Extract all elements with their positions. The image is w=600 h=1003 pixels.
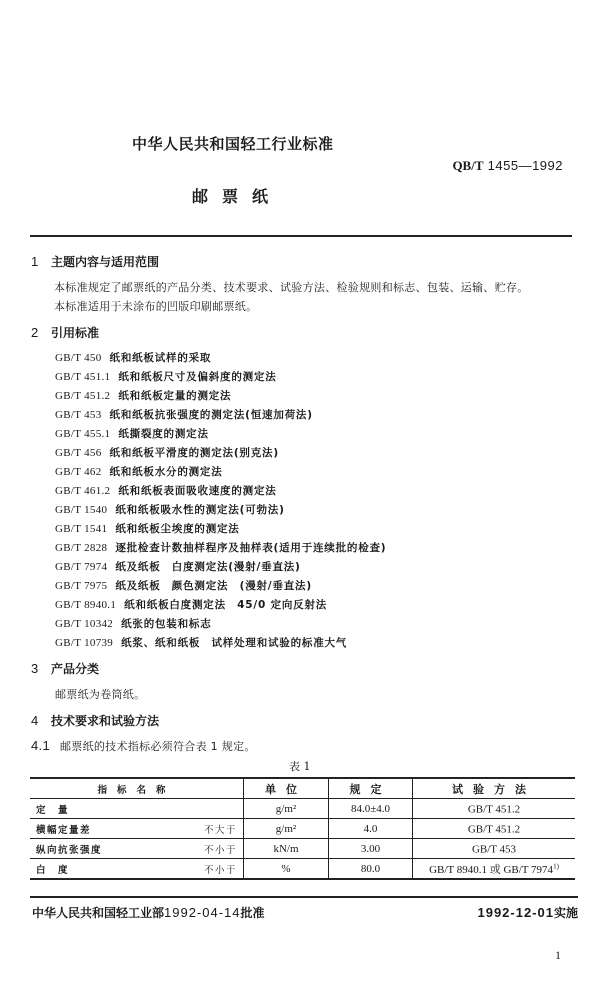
- section-title: 技术要求和试验方法: [51, 714, 160, 728]
- reference-code: GB/T 455.1: [55, 428, 111, 440]
- section-number: 1: [31, 254, 39, 269]
- cell-requirement: 80.0: [329, 859, 413, 880]
- reference-desc: 逐批检查计数抽样程序及抽样表(适用于连续批的检查): [115, 542, 387, 554]
- reference-code: GB/T 7974: [55, 561, 108, 573]
- footer-divider: [30, 896, 578, 898]
- cell-method: [413, 819, 576, 839]
- reference-code: GB/T 1540: [55, 504, 108, 516]
- reference-item: [55, 635, 347, 650]
- table-row: [30, 839, 575, 859]
- indicator-name: 横幅定量差: [36, 824, 92, 836]
- indicator-name: 白 度: [36, 864, 70, 876]
- reference-desc: 纸浆、纸和纸板 试样处理和试验的标准大气: [121, 637, 348, 649]
- reference-desc: 纸和纸板平滑度的测定法(别克法): [109, 447, 279, 459]
- reference-code: GB/T 461.2: [55, 485, 111, 497]
- indicator-limit: 不大于: [203, 824, 237, 836]
- effective-suffix: 实施: [553, 906, 578, 920]
- header-divider: [30, 235, 572, 237]
- approval-date: 1992-04-14: [164, 905, 241, 920]
- section-1-heading: [31, 253, 159, 270]
- reference-code: GB/T 8940.1: [55, 599, 117, 611]
- reference-desc: 纸撕裂度的测定法: [118, 428, 209, 440]
- table-row: [30, 859, 575, 880]
- method-text: GB/T 451.2: [467, 823, 521, 836]
- section-number: 4: [31, 713, 39, 728]
- cell-method: [413, 799, 576, 819]
- section-number: 3: [31, 661, 39, 676]
- cell-requirement: 84.0±4.0: [329, 799, 413, 819]
- cell-unit: kN/m: [244, 839, 329, 859]
- table-row: [30, 799, 575, 819]
- indicator-name: 定 量: [36, 804, 70, 816]
- reference-code: GB/T 456: [55, 447, 102, 459]
- section-1-paragraph-1: 本标准规定了邮票纸的产品分类、技术要求、试验方法、检验规则和标志、包装、运输、贮存。: [54, 281, 529, 294]
- reference-item: [55, 407, 313, 422]
- reference-item: [55, 559, 301, 574]
- reference-desc: 纸和纸板吸水性的测定法(可勃法): [115, 504, 285, 516]
- section-3-heading: [31, 660, 99, 677]
- method-text: GB/T 453: [471, 843, 517, 856]
- reference-item: [55, 464, 223, 479]
- reference-code: GB/T 462: [55, 466, 102, 478]
- reference-desc: 纸和纸板尺寸及偏斜度的测定法: [118, 371, 277, 383]
- section-1-paragraph-2: 本标准适用于未涂布的凹版印刷邮票纸。: [54, 300, 258, 313]
- cell-unit: %: [244, 859, 329, 880]
- reference-code: GB/T 453: [55, 409, 102, 421]
- method-text: GB/T 451.2: [467, 803, 521, 816]
- approval-org: 中华人民共和国轻工业部: [32, 906, 165, 920]
- cell-requirement: 4.0: [329, 819, 413, 839]
- reference-code: GB/T 10342: [55, 618, 114, 630]
- reference-item: [55, 540, 386, 555]
- cell-name: [30, 799, 244, 819]
- section-number: 2: [31, 325, 39, 340]
- approval-suffix: 批准: [240, 906, 265, 920]
- section-2-heading: [31, 324, 99, 341]
- standard-code: [452, 158, 563, 174]
- section-3-paragraph-1: 邮票纸为卷筒纸。: [55, 688, 146, 701]
- cell-unit: g/m²: [244, 819, 329, 839]
- reference-code: GB/T 451.2: [55, 390, 111, 402]
- reference-desc: 纸和纸板白度测定法 45/0 定向反射法: [124, 599, 328, 611]
- reference-desc: 纸和纸板尘埃度的测定法: [115, 523, 240, 535]
- reference-code: GB/T 450: [55, 352, 102, 364]
- header-test-method: 试验方法: [413, 778, 576, 799]
- reference-item: [55, 369, 277, 384]
- cell-method: [413, 839, 576, 859]
- section-title: 产品分类: [51, 662, 100, 676]
- document-title: 邮票纸: [192, 187, 283, 206]
- reference-item: [55, 445, 279, 460]
- reference-code: GB/T 1541: [55, 523, 108, 535]
- indicator-limit: 不小于: [203, 864, 237, 876]
- reference-desc: 纸和纸板表面吸收速度的测定法: [118, 485, 277, 497]
- reference-desc: 纸和纸板抗张强度的测定法(恒速加荷法): [109, 409, 313, 421]
- section-title: 主题内容与适用范围: [51, 255, 160, 269]
- cell-method: [413, 859, 576, 880]
- reference-desc: 纸及纸板 颜色测定法 (漫射/垂直法): [115, 580, 312, 592]
- reference-desc: 纸张的包装和标志: [121, 618, 212, 630]
- effective-date: 1992-12-01: [477, 905, 554, 920]
- reference-item: [55, 350, 211, 365]
- subsection-text: 邮票纸的技术指标必须符合表 1 规定。: [59, 740, 256, 753]
- spec-table: [30, 777, 575, 880]
- cell-name: [30, 819, 244, 839]
- approval-line: [32, 904, 265, 921]
- reference-item: [55, 521, 240, 536]
- indicator-name: 纵向抗张强度: [36, 844, 103, 856]
- table-header-row: [30, 778, 575, 799]
- reference-code: GB/T 7975: [55, 580, 108, 592]
- standard-code-number: 1455—1992: [487, 158, 563, 173]
- reference-desc: 纸和纸板定量的测定法: [118, 390, 232, 402]
- cell-name: [30, 859, 244, 880]
- section-4-heading: [31, 712, 159, 729]
- standard-code-prefix: QB/T: [452, 158, 484, 173]
- table-caption: 表 1: [289, 760, 311, 773]
- subsection-4-1: [31, 738, 256, 754]
- indicator-limit: 不小于: [203, 844, 237, 856]
- reference-item: [55, 597, 327, 612]
- cell-name: [30, 839, 244, 859]
- subsection-number: 4.1: [31, 738, 50, 753]
- reference-item: [55, 388, 231, 403]
- cell-unit: g/m²: [244, 799, 329, 819]
- reference-code: GB/T 451.1: [55, 371, 111, 383]
- footnote-marker: 1): [553, 861, 559, 870]
- cell-requirement: 3.00: [329, 839, 413, 859]
- reference-item: [55, 502, 285, 517]
- header-indicator-name: 指标名称: [30, 778, 244, 799]
- reference-item: [55, 616, 212, 631]
- method-text: GB/T 8940.1 或 GB/T 7974: [429, 863, 554, 876]
- reference-desc: 纸和纸板试样的采取: [109, 352, 212, 364]
- header-unit: 单位: [244, 778, 329, 799]
- reference-code: GB/T 10739: [55, 637, 114, 649]
- section-title: 引用标准: [51, 326, 100, 340]
- table-row: [30, 819, 575, 839]
- header-requirement: 规定: [329, 778, 413, 799]
- reference-item: [55, 426, 209, 441]
- reference-desc: 纸及纸板 白度测定法(漫射/垂直法): [115, 561, 301, 573]
- issuing-authority-title: 中华人民共和国轻工行业标准: [132, 135, 334, 153]
- page-number: 1: [555, 948, 561, 962]
- reference-item: [55, 578, 312, 593]
- reference-code: GB/T 2828: [55, 542, 108, 554]
- effective-line: [477, 904, 578, 921]
- reference-item: [55, 483, 277, 498]
- reference-desc: 纸和纸板水分的测定法: [109, 466, 223, 478]
